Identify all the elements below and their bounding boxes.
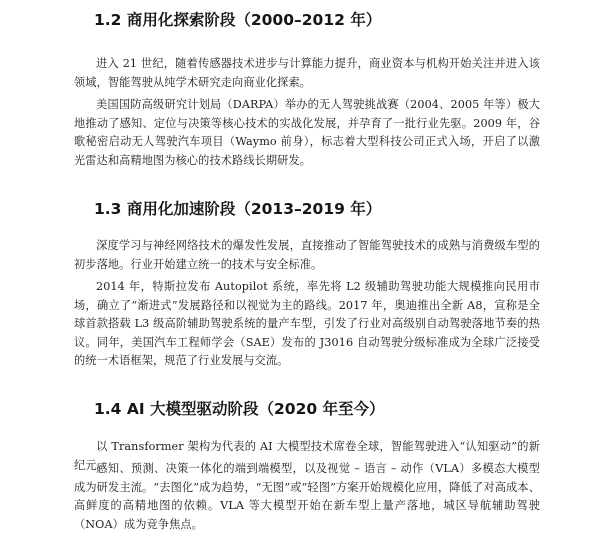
- paragraph-text: 深度学习与神经网络技术的爆发性发展，直接推动了智能驾驶技术的成熟与消费级车型的初步落地。行业开始建立统一的技术与安全标准。: [74, 239, 540, 271]
- paragraph-1-2-b: [74, 96, 540, 170]
- paragraph-1-2-a: [74, 55, 540, 92]
- section-heading-1-4: 1.4 AI 大模型驱动阶段（2020 年至今）: [94, 400, 385, 418]
- section-heading-1-3: 1.3 商用化加速阶段（2013–2019 年）: [94, 200, 382, 218]
- paragraph-text: 感知、预测、决策一体化的端到端模型，以及视觉 – 语言 – 动作（VLA）多模态大模型成为研发主流。“去图化”成为趋势，“无图”或“轻图”方案开始规模化应用，降低了对高成本、高鲜度的高精地图的依赖。VLA 等大模型开始在新车型上量产落地，城区导航辅助驾驶（NOA）成为竞争焦点。: [74, 462, 540, 531]
- paragraph-text: 以 Transformer 架构为代表的 AI 大模型技术席卷全球，智能驾驶进入“认知驱动”的新纪元。: [74, 440, 540, 472]
- paragraph-text: 进入 21 世纪，随着传感器技术进步与计算能力提升，商业资本与机构开始关注并进入该领域，智能驾驶从纯学术研究走向商业化探索。: [74, 57, 540, 89]
- paragraph-1-4-b: [74, 460, 540, 534]
- paragraph-text: 美国国防高级研究计划局（DARPA）举办的无人驾驶挑战赛（2004、2005 年等）极大地推动了感知、定位与决策等核心技术的实战化发展，并孕育了一批行业先驱。2009 年，谷歌秘密启动无人驾驶汽车项目（Waymo 前身），标志着大型科技公司正式入场，开启了以激光雷达和高精地图为核心的技术路线长期研发。: [74, 98, 540, 167]
- paragraph-text: 2014 年，特斯拉发布 Autopilot 系统，率先将 L2 级辅助驾驶功能大规模推向民用市场，确立了“渐进式”发展路径和以视觉为主的路线。2017 年，奥迪推出全新 A8，宣称是全球首款搭载 L3 级高阶辅助驾驶系统的量产车型，引发了行业对高级别自动驾驶落地节奏的热议。同年，美国汽车工程师学会（SAE）发布的 J3016 自动驾驶分级标准成为全球广泛接受的统一术语框架，规范了行业发展与交流。: [74, 280, 540, 368]
- paragraph-1-3-b: [74, 278, 540, 371]
- section-heading-1-2: 1.2 商用化探索阶段（2000–2012 年）: [94, 11, 382, 29]
- paragraph-1-3-a: [74, 237, 540, 274]
